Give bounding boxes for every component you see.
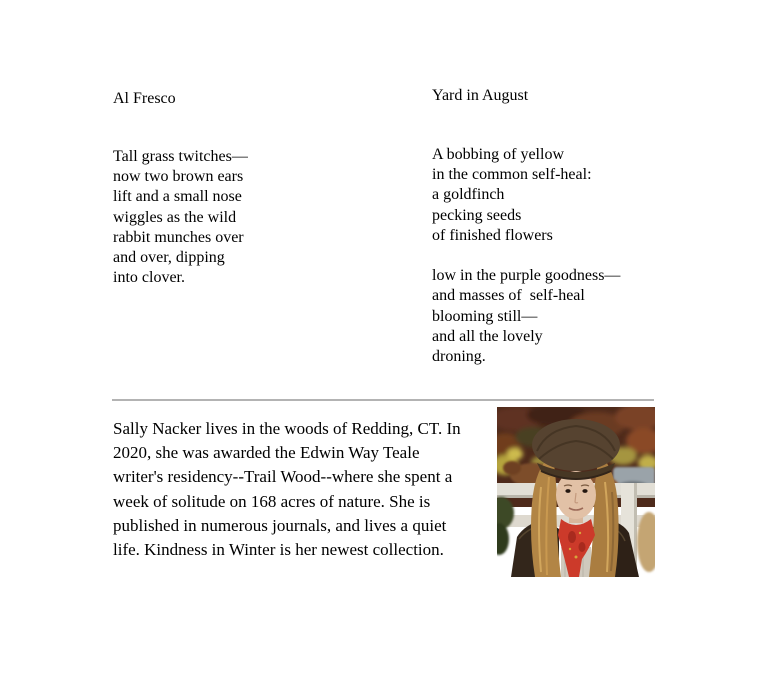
bio-line: life. Kindness in Winter is her newest collection. bbox=[113, 540, 444, 560]
poem-line: low in the purple goodness— bbox=[432, 267, 621, 285]
bio-line: writer's residency--Trail Wood--where she spent a bbox=[113, 467, 453, 487]
poem-line: of finished flowers bbox=[432, 226, 553, 244]
poem-line: droning. bbox=[432, 348, 486, 366]
poem-line: blooming still— bbox=[432, 307, 538, 325]
poem-line: in the common self-heal: bbox=[432, 166, 592, 184]
bio-line: week of solitude on 168 acres of nature. She is bbox=[113, 491, 431, 511]
poem-line: a goldfinch bbox=[432, 186, 505, 204]
poem-line: into clover. bbox=[113, 269, 185, 287]
bio-line: 2020, she was awarded the Edwin Way Teale bbox=[113, 443, 420, 463]
poem-line: Tall grass twitches— bbox=[113, 148, 248, 165]
section-divider bbox=[112, 399, 654, 401]
poem-line: A bobbing of yellow bbox=[432, 146, 564, 163]
poem-body-al-fresco bbox=[113, 147, 248, 288]
poem-stanza bbox=[432, 266, 620, 367]
bio-line: published in numerous journals, and lives a quiet bbox=[113, 515, 447, 535]
author-photo-illustration bbox=[497, 407, 655, 577]
poem-title-al-fresco: Al Fresco bbox=[113, 90, 176, 107]
poem-line: lift and a small nose bbox=[113, 188, 242, 206]
poem-body-yard-in-august bbox=[432, 145, 620, 367]
poem-line: and over, dipping bbox=[113, 249, 225, 267]
poem-line: wiggles as the wild bbox=[113, 208, 237, 226]
poem-stanza bbox=[432, 145, 620, 246]
author-bio bbox=[113, 417, 493, 562]
poem-line: pecking seeds bbox=[432, 206, 522, 224]
poem-line: now two brown ears bbox=[113, 168, 244, 186]
author-photo bbox=[497, 407, 655, 577]
poem-line: rabbit munches over bbox=[113, 228, 244, 246]
poem-line: and masses of self-heal bbox=[432, 287, 585, 305]
bio-line: Sally Nacker lives in the woods of Redding, CT. In bbox=[113, 419, 461, 438]
poem-stanza bbox=[113, 147, 248, 288]
poem-title-yard-in-august: Yard in August bbox=[432, 87, 529, 104]
poem-line: and all the lovely bbox=[432, 327, 543, 345]
